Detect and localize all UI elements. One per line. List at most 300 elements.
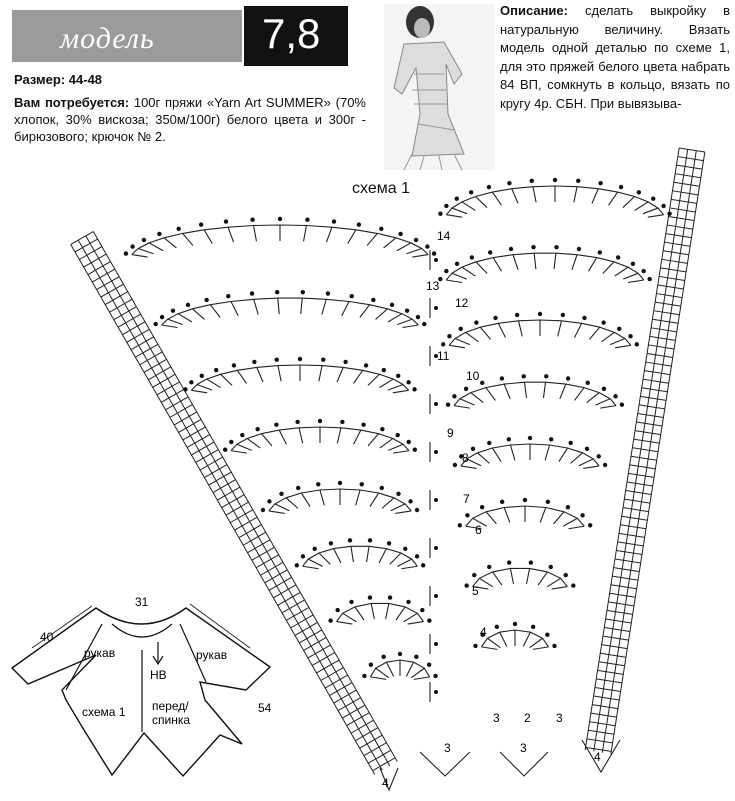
scheme-label: схема 1 — [82, 705, 126, 719]
chain-dot — [382, 368, 386, 372]
chain-dot — [434, 594, 438, 598]
chain-dot — [318, 419, 322, 423]
stitch-stroke — [449, 345, 465, 348]
grid-line — [598, 670, 624, 674]
stitch-stroke — [452, 208, 467, 214]
grid-line — [630, 465, 656, 469]
chain-dot — [413, 447, 417, 451]
stitch-stroke — [304, 226, 307, 242]
stitch-stroke — [138, 249, 153, 254]
stitch-stroke — [510, 445, 514, 460]
grid-line — [650, 336, 676, 340]
chain-dot — [332, 219, 336, 223]
stitch-stroke — [278, 366, 281, 382]
chain-dot — [500, 376, 504, 380]
chain-dot — [507, 560, 511, 564]
stitch-stroke — [588, 258, 596, 272]
chain-dot — [487, 185, 491, 189]
stitch-stroke — [492, 448, 501, 462]
chain-dot — [275, 290, 279, 294]
stitch-stroke — [571, 453, 583, 464]
grid-line — [628, 473, 654, 477]
stitch-stroke — [587, 393, 600, 403]
stitch-stroke — [471, 393, 484, 403]
chain-dot — [223, 447, 227, 451]
stitch-stroke — [342, 301, 349, 315]
grid-line — [670, 208, 696, 212]
stitch-stroke — [275, 504, 289, 511]
stitch-stroke — [254, 299, 258, 314]
stitch-arc — [473, 568, 568, 586]
stitch-stroke — [545, 445, 549, 460]
chain-dot — [434, 306, 438, 310]
chain-dot — [361, 423, 365, 427]
stitch-stroke — [355, 607, 364, 620]
stitch-stroke — [486, 512, 496, 524]
chain-dot — [458, 523, 462, 527]
stitch-stroke — [337, 367, 343, 382]
stitch-stroke — [370, 677, 386, 680]
chain-dot — [571, 583, 575, 587]
chain-dot — [415, 508, 419, 512]
stitch-stroke — [301, 298, 303, 314]
chain-dot — [487, 441, 491, 445]
stitch-stroke — [623, 197, 635, 208]
grid-line — [622, 516, 648, 520]
stitch-stroke — [460, 399, 475, 405]
chain-dot — [523, 498, 527, 502]
chain-dot — [530, 179, 534, 183]
chain-dot — [250, 217, 254, 221]
chain-dot — [554, 245, 558, 249]
stitch-stroke — [493, 258, 501, 272]
stitch-stroke — [390, 553, 401, 564]
chain-dot — [538, 312, 542, 316]
grid-line — [639, 405, 665, 409]
grid-line — [642, 388, 668, 392]
grid-line — [672, 191, 698, 195]
chain-dot — [564, 573, 568, 577]
chain-dot — [229, 440, 233, 444]
chain-dot — [598, 181, 602, 185]
chain-dot — [357, 222, 361, 226]
chain-dot — [261, 508, 265, 512]
chain-dot — [601, 320, 605, 324]
stitch-stroke — [254, 226, 257, 242]
chain-dot — [635, 342, 639, 346]
stitch-stroke — [628, 280, 644, 283]
chain-dot — [441, 342, 445, 346]
stitch-stroke — [384, 238, 396, 248]
stitch-stroke — [356, 490, 360, 505]
grid-line — [632, 448, 658, 452]
grid-line — [631, 456, 657, 460]
chain-dot — [406, 380, 410, 384]
chain-dot — [455, 262, 459, 266]
chain-dot — [232, 363, 236, 367]
stitch-stroke — [404, 613, 418, 622]
grid-line — [596, 679, 622, 683]
grid-line — [675, 174, 701, 178]
chain-dot — [278, 217, 282, 221]
grid-line — [671, 199, 697, 203]
stitch-stroke — [269, 511, 285, 514]
chain-dot — [549, 437, 553, 441]
chain-dot — [200, 374, 204, 378]
grid-line — [587, 739, 613, 743]
chain-dot — [507, 181, 511, 185]
chain-dot — [395, 433, 399, 437]
stitch-stroke — [382, 498, 394, 509]
direction-label: НВ — [150, 668, 167, 682]
stitch-stroke — [452, 273, 467, 279]
chain-dot — [464, 387, 468, 391]
chain-dot — [340, 420, 344, 424]
chain-dot — [552, 644, 556, 648]
stitch-stroke — [210, 305, 220, 318]
stitch-stroke — [406, 662, 413, 676]
chain-dot — [598, 250, 602, 254]
grid-line — [678, 157, 704, 161]
chain-dot — [295, 420, 299, 424]
chain-dot — [416, 315, 420, 319]
chain-dot — [434, 498, 438, 502]
stitch-stroke — [575, 388, 585, 401]
grid-line — [603, 636, 629, 640]
row-number: 4 — [382, 776, 389, 790]
grid-line — [616, 550, 642, 554]
chain-dot — [472, 573, 476, 577]
stitch-stroke — [231, 301, 238, 315]
chain-dot — [513, 622, 517, 626]
stitch-stroke — [237, 444, 252, 450]
stitch-stroke — [308, 559, 322, 566]
chain-dot — [368, 595, 372, 599]
stitch-stroke — [487, 638, 500, 647]
stitch-stroke — [319, 553, 330, 564]
size-label: Размер: — [14, 72, 66, 87]
chain-dot — [427, 618, 431, 622]
grid-line — [611, 152, 705, 754]
chain-dot — [295, 563, 299, 567]
stitch-stroke — [228, 227, 234, 242]
chain-dot — [343, 360, 347, 364]
chain-dot — [274, 423, 278, 427]
stitch-stroke — [554, 512, 564, 524]
chain-dot — [415, 554, 419, 558]
stitch-stroke — [351, 546, 354, 562]
chain-dot — [160, 315, 164, 319]
chain-dot — [130, 244, 134, 248]
chain-dot — [580, 513, 584, 517]
stitch-stroke — [303, 566, 319, 569]
chain-dot — [602, 387, 606, 391]
chain-dot — [157, 232, 161, 236]
stitch-stroke — [510, 568, 513, 584]
stitch-stroke — [343, 613, 357, 622]
stitch-stroke — [486, 388, 496, 401]
grid-line — [635, 431, 661, 435]
stitch-stroke — [476, 262, 487, 274]
stitch-stroke — [371, 603, 374, 619]
stitch-stroke — [600, 406, 616, 409]
chain-dot — [620, 402, 624, 406]
chain-dot — [326, 291, 330, 295]
grid-line — [608, 602, 634, 606]
grid-line — [618, 542, 644, 546]
row-number: 12 — [455, 296, 469, 310]
chain-dot — [446, 402, 450, 406]
chain-dot — [495, 625, 499, 629]
grid-line — [594, 149, 688, 751]
chain-dot — [380, 486, 384, 490]
chain-dot — [387, 541, 391, 545]
stitch-stroke — [348, 230, 356, 244]
grid-line — [660, 268, 686, 272]
chain-dot — [509, 247, 513, 251]
stitch-stroke — [162, 325, 178, 328]
stitch-stroke — [386, 603, 389, 619]
chain-dot — [267, 499, 271, 503]
chain-dot — [637, 190, 641, 194]
stitch-stroke — [583, 466, 599, 469]
chain-dot — [296, 486, 300, 490]
chain-dot — [350, 294, 354, 298]
stitch-stroke — [554, 253, 556, 269]
stitch-stroke — [526, 568, 529, 584]
chain-dot — [364, 363, 368, 367]
stitch-stroke — [301, 493, 310, 507]
grid-line — [646, 362, 672, 366]
chain-dot — [480, 505, 484, 509]
stitch-stroke — [197, 384, 212, 390]
chain-dot — [641, 269, 645, 273]
row-number: 4 — [480, 625, 487, 639]
stitch-stroke — [492, 192, 501, 205]
stitch-stroke — [262, 434, 272, 446]
chain-dot — [124, 251, 128, 255]
chain-dot — [569, 441, 573, 445]
stitch-stroke — [461, 466, 477, 469]
grid-line — [599, 662, 625, 666]
row-number: 3 — [444, 741, 451, 755]
grid-line — [647, 354, 673, 358]
chain-dot — [298, 357, 302, 361]
row-number: 4 — [594, 750, 601, 764]
row-number: 9 — [447, 426, 454, 440]
grid-line — [634, 439, 660, 443]
chain-dot — [434, 402, 438, 406]
stitch-stroke — [446, 215, 462, 218]
chain-dot — [577, 247, 581, 251]
chain-dot — [153, 322, 157, 326]
stitch-stroke — [388, 314, 402, 322]
stitch-arc — [303, 546, 418, 566]
chain-dot — [414, 238, 418, 242]
chain-dot — [582, 316, 586, 320]
point-outline — [420, 752, 470, 776]
chain-dot — [412, 387, 416, 391]
shape-dimension-left: 40 — [40, 630, 54, 644]
stitch-stroke — [393, 451, 409, 454]
chain-dot — [405, 308, 409, 312]
row-number: 5 — [472, 584, 479, 598]
stitch-stroke — [149, 243, 163, 251]
stitch-stroke — [574, 187, 577, 203]
stitch-stroke — [543, 382, 545, 398]
row-number: 11 — [437, 349, 450, 363]
stitch-stroke — [481, 647, 497, 650]
chain-dot — [224, 219, 228, 223]
stitch-stroke — [547, 578, 561, 587]
chain-dot — [588, 523, 592, 527]
chain-dot — [455, 197, 459, 201]
stitch-stroke — [479, 578, 493, 587]
stitch-stroke — [396, 607, 405, 620]
chain-dot — [255, 427, 259, 431]
description-label: Описание: — [500, 3, 568, 18]
grid-line — [606, 619, 632, 623]
stitch-stroke — [319, 366, 322, 382]
chain-dot — [474, 320, 478, 324]
chain-dot — [566, 505, 570, 509]
chain-dot — [183, 387, 187, 391]
chain-dot — [425, 244, 429, 248]
stitch-stroke — [467, 459, 481, 466]
stitch-stroke — [589, 327, 599, 339]
stitch-stroke — [368, 434, 378, 446]
grid-line — [602, 151, 696, 753]
grid-line — [627, 482, 653, 486]
chain-dot — [338, 481, 342, 485]
chain-dot — [328, 618, 332, 622]
grid-line — [624, 499, 650, 503]
chain-dot — [406, 440, 410, 444]
chain-dot — [316, 482, 320, 486]
chain-dot — [420, 608, 424, 612]
chain-dot — [433, 674, 437, 678]
stitch-stroke — [643, 208, 658, 214]
stitch-stroke — [337, 428, 341, 444]
chain-dot — [628, 334, 632, 338]
chain-dot — [321, 358, 325, 362]
row-number: 8 — [462, 451, 469, 465]
grid-line — [659, 276, 685, 280]
stitch-stroke — [623, 273, 638, 279]
grid-line — [604, 628, 630, 632]
stitch-stroke — [132, 255, 148, 258]
grid-line — [656, 294, 682, 298]
chain-dot — [470, 255, 474, 259]
pattern-shape — [12, 595, 272, 776]
stitch-stroke — [397, 559, 411, 566]
stitch-stroke — [414, 677, 430, 680]
stitch-stroke — [475, 197, 487, 208]
chain-dot — [199, 222, 203, 226]
row-number: 13 — [426, 279, 440, 293]
chain-dot — [369, 663, 373, 667]
chain-dot — [561, 313, 565, 317]
grid-line — [590, 722, 616, 726]
chain-dot — [603, 463, 607, 467]
chain-dot — [427, 663, 431, 667]
chain-dot — [305, 217, 309, 221]
chain-dot — [403, 547, 407, 551]
chain-dot — [487, 565, 491, 569]
stitch-stroke — [493, 572, 502, 585]
stitch-stroke — [334, 549, 341, 563]
chain-dot — [176, 227, 180, 231]
grid-line — [595, 687, 621, 691]
stitch-stroke — [380, 439, 393, 448]
front-back-label: спинка — [152, 713, 191, 727]
chain-dot — [414, 655, 418, 659]
chain-dot — [471, 447, 475, 451]
chain-dot — [613, 394, 617, 398]
chain-dot — [434, 642, 438, 646]
chain-dot — [189, 380, 193, 384]
row-number: 3 — [493, 711, 500, 725]
chain-dot — [349, 600, 353, 604]
stitch-stroke — [231, 451, 247, 454]
grid-line — [655, 302, 681, 306]
chain-dot — [545, 633, 549, 637]
shape-dimension-right: 54 — [258, 701, 272, 715]
grid-line — [610, 593, 636, 597]
stitch-stroke — [538, 572, 547, 585]
stitch-stroke — [191, 390, 207, 393]
chain-dot — [531, 625, 535, 629]
grid-line — [667, 225, 693, 229]
stitch-stroke — [279, 430, 286, 444]
stitch-stroke — [393, 390, 409, 393]
chain-dot — [444, 204, 448, 208]
chain-dot — [313, 547, 317, 551]
stitch-stroke — [192, 309, 204, 320]
chain-dot — [142, 238, 146, 242]
grid-line — [615, 559, 641, 563]
chain-dot — [546, 500, 550, 504]
shape-dimension-top: 31 — [135, 595, 149, 609]
stitch-stroke — [498, 323, 505, 337]
stitch-arc — [454, 382, 616, 405]
grid-line — [619, 533, 645, 537]
chain-dot — [585, 447, 589, 451]
stitch-stroke — [568, 526, 584, 529]
stitch-stroke — [540, 507, 546, 522]
stitch-stroke — [395, 511, 411, 514]
stitch-stroke — [530, 638, 543, 647]
stitch-stroke — [360, 305, 370, 318]
chain-dot — [586, 381, 590, 385]
stitch-stroke — [386, 662, 393, 676]
chain-dot — [488, 250, 492, 254]
chain-dot — [434, 258, 438, 262]
chain-dot — [434, 690, 438, 694]
chain-dot — [507, 437, 511, 441]
chain-dot — [529, 560, 533, 564]
chain-dot — [434, 450, 438, 454]
chain-dot — [619, 185, 623, 189]
chain-dot — [408, 499, 412, 503]
stitch-stroke — [367, 546, 370, 562]
stitch-arc — [162, 298, 419, 325]
grid-line — [664, 242, 690, 246]
model-word: модель — [60, 22, 155, 55]
grid-line — [652, 319, 678, 323]
chain-dot — [493, 316, 497, 320]
chain-dot — [447, 334, 451, 338]
